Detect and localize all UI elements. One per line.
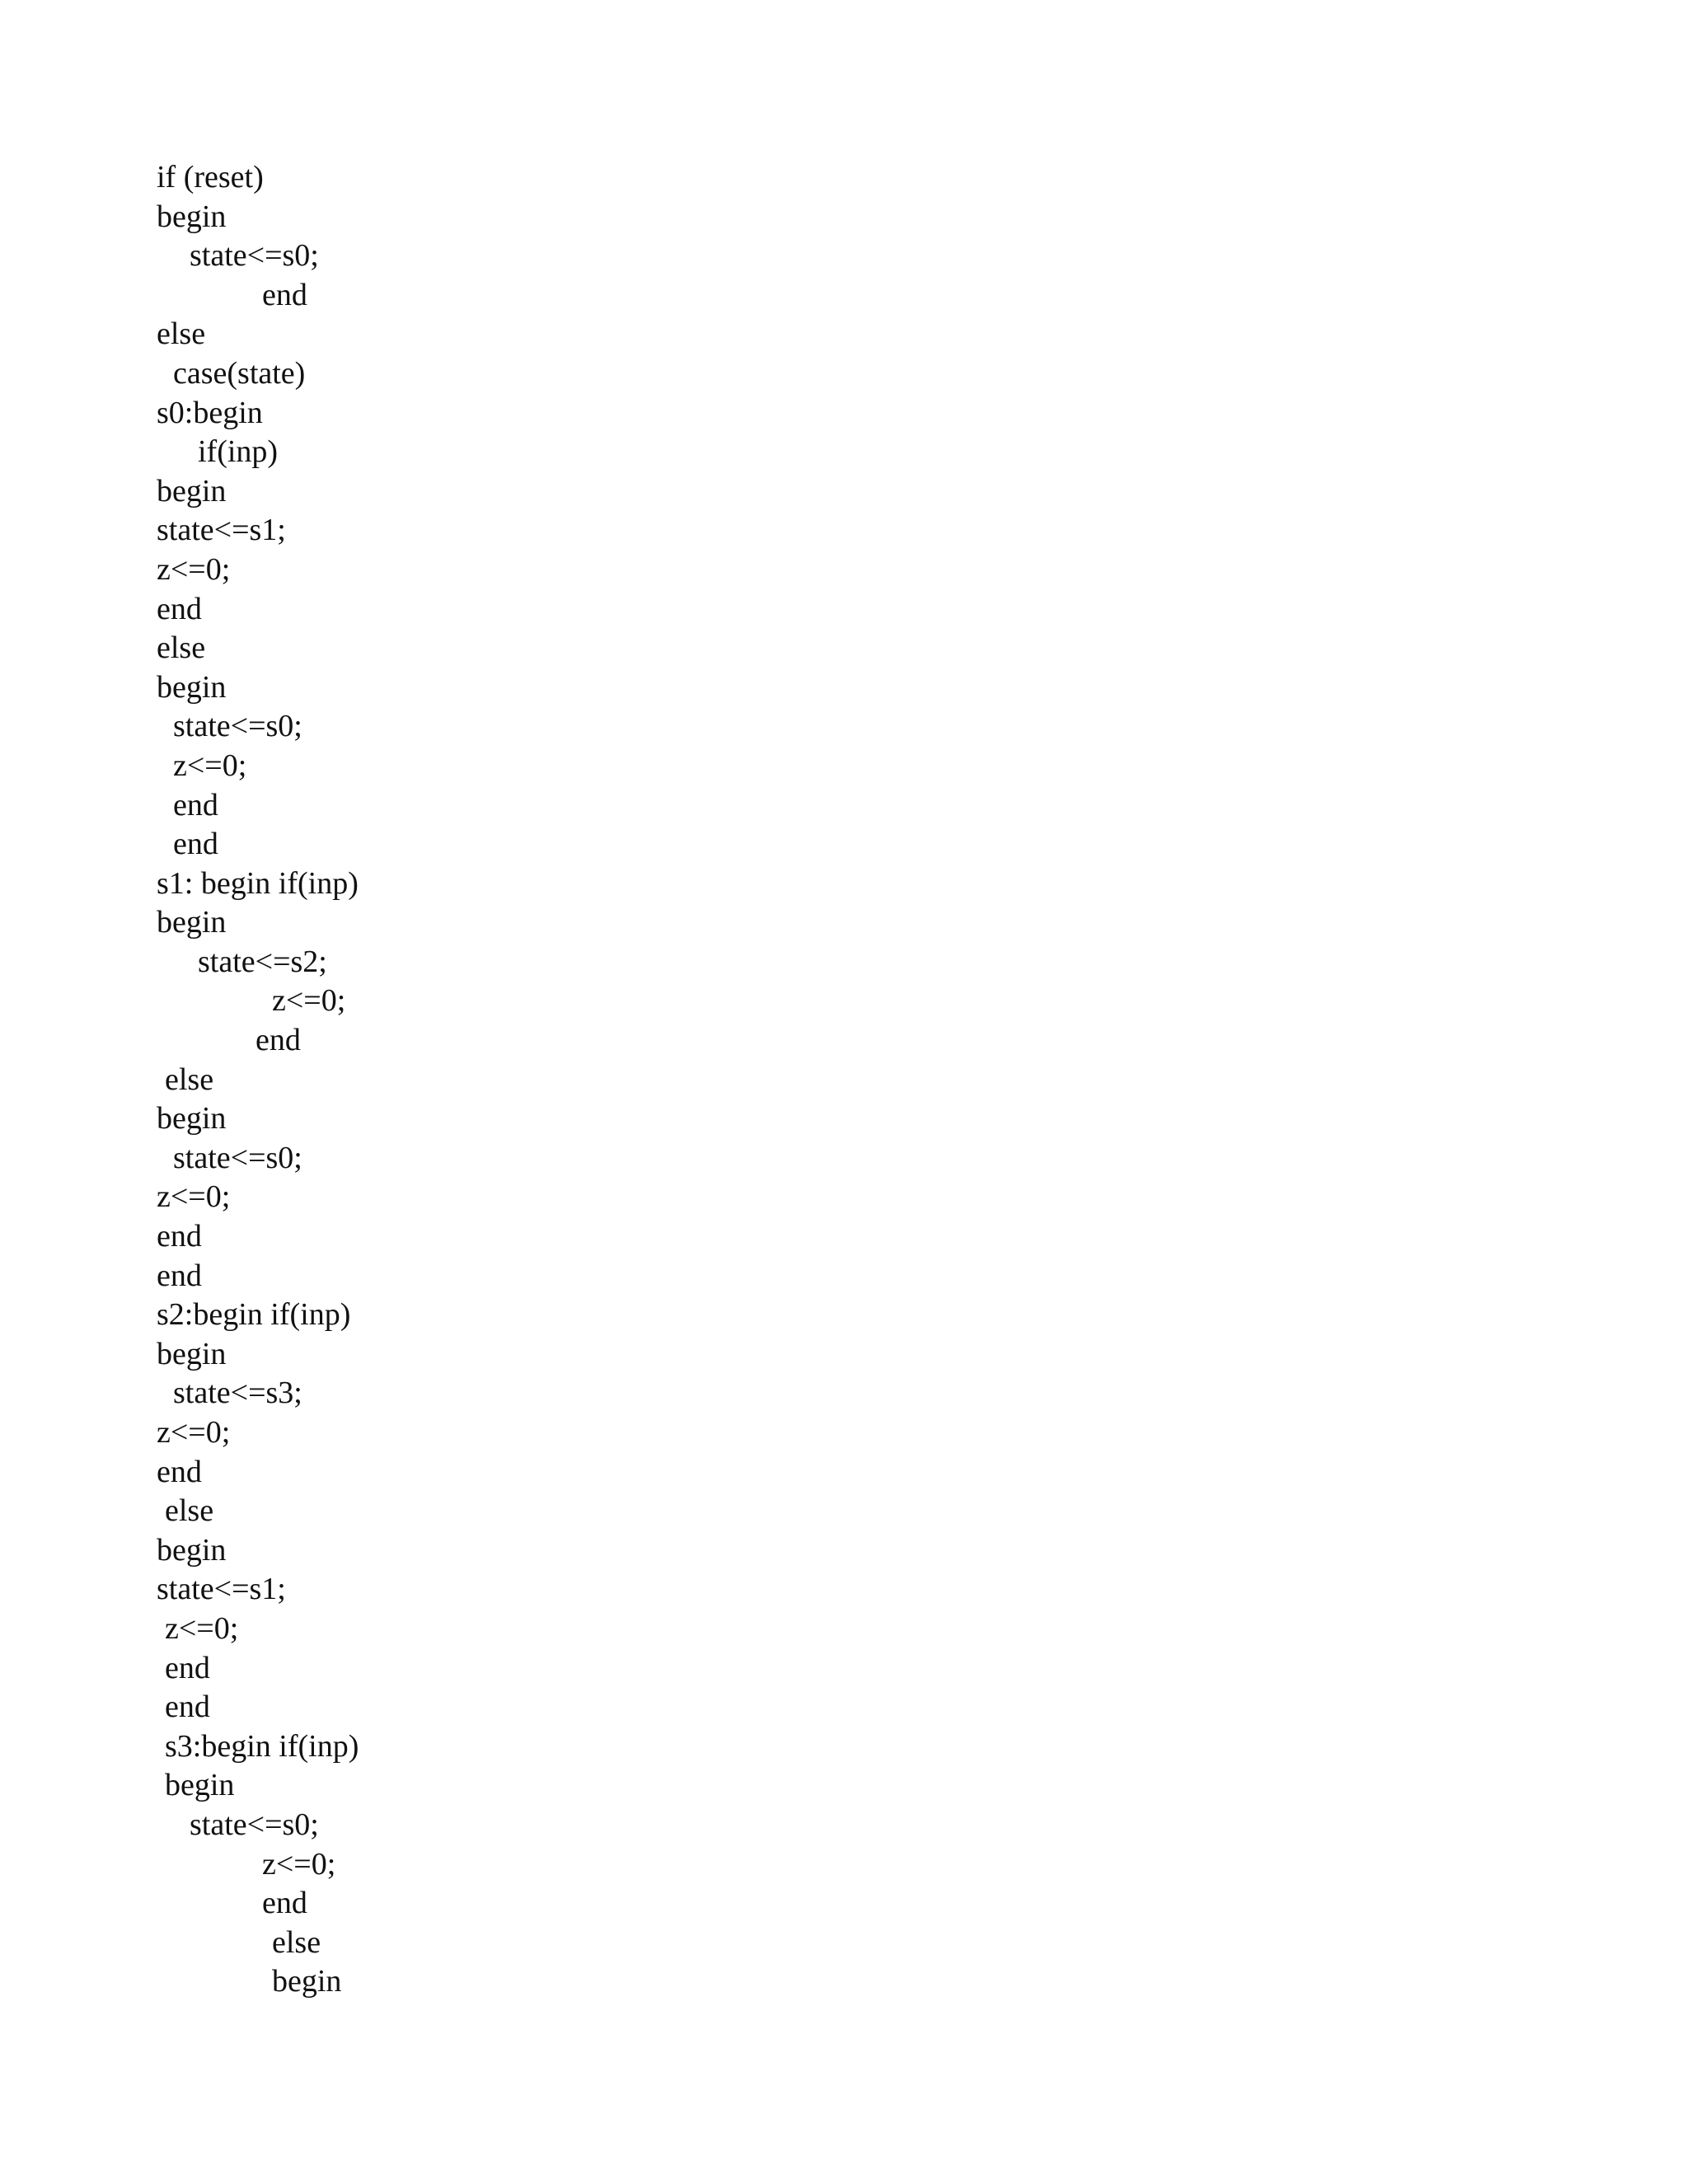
code-line: end <box>157 591 202 626</box>
code-line: s1: begin if(inp) <box>157 865 359 901</box>
code-line: z<=0; <box>165 1610 239 1646</box>
code-line: state<=s1; <box>157 513 286 548</box>
code-line: state<=s2; <box>198 944 327 979</box>
code-line: state<=s0; <box>173 709 302 744</box>
code-line: z<=0; <box>262 1846 336 1882</box>
code-line: end <box>165 1690 210 1725</box>
code-line: s3:begin if(inp) <box>165 1728 359 1764</box>
code-line: end <box>173 827 218 862</box>
code-line: begin <box>272 1964 342 1999</box>
code-line: z<=0; <box>157 1179 231 1215</box>
code-line: state<=s0; <box>173 1140 302 1175</box>
code-line: begin <box>165 1768 235 1803</box>
code-line: end <box>157 1454 202 1489</box>
code-line: begin <box>157 1101 227 1137</box>
code-line: end <box>165 1650 210 1685</box>
code-line: state<=s3; <box>173 1376 302 1411</box>
code-line: z<=0; <box>157 1415 231 1450</box>
code-line: begin <box>157 1532 227 1568</box>
code-line: z<=0; <box>157 551 231 587</box>
code-line: else <box>165 1062 214 1097</box>
code-line: s0:begin <box>157 395 263 430</box>
code-line: state<=s0; <box>190 1807 319 1842</box>
code-line: begin <box>157 199 227 234</box>
code-line: else <box>157 630 206 666</box>
code-line: z<=0; <box>173 748 247 783</box>
code-line: begin <box>157 1336 227 1371</box>
code-line: else <box>272 1924 321 1960</box>
code-line: end <box>157 1219 202 1254</box>
code-line: state<=s0; <box>190 238 319 274</box>
code-line: begin <box>157 473 227 509</box>
code-line: end <box>262 1886 307 1921</box>
code-line: case(state) <box>173 355 306 391</box>
code-line: if (reset) <box>157 160 264 194</box>
code-line: if(inp) <box>198 434 279 470</box>
code-line: end <box>157 1258 202 1293</box>
code-line: end <box>173 787 218 823</box>
code-line: else <box>165 1493 214 1529</box>
code-line: else <box>157 316 206 352</box>
code-line: end <box>256 1023 301 1058</box>
code-listing <box>0 158 1688 2002</box>
code-line: end <box>262 277 307 312</box>
code-line: begin <box>157 669 227 705</box>
code-line: z<=0; <box>272 983 346 1019</box>
code-line: begin <box>157 905 227 940</box>
code-line: state<=s1; <box>157 1572 286 1607</box>
code-line: s2:begin if(inp) <box>157 1297 351 1333</box>
